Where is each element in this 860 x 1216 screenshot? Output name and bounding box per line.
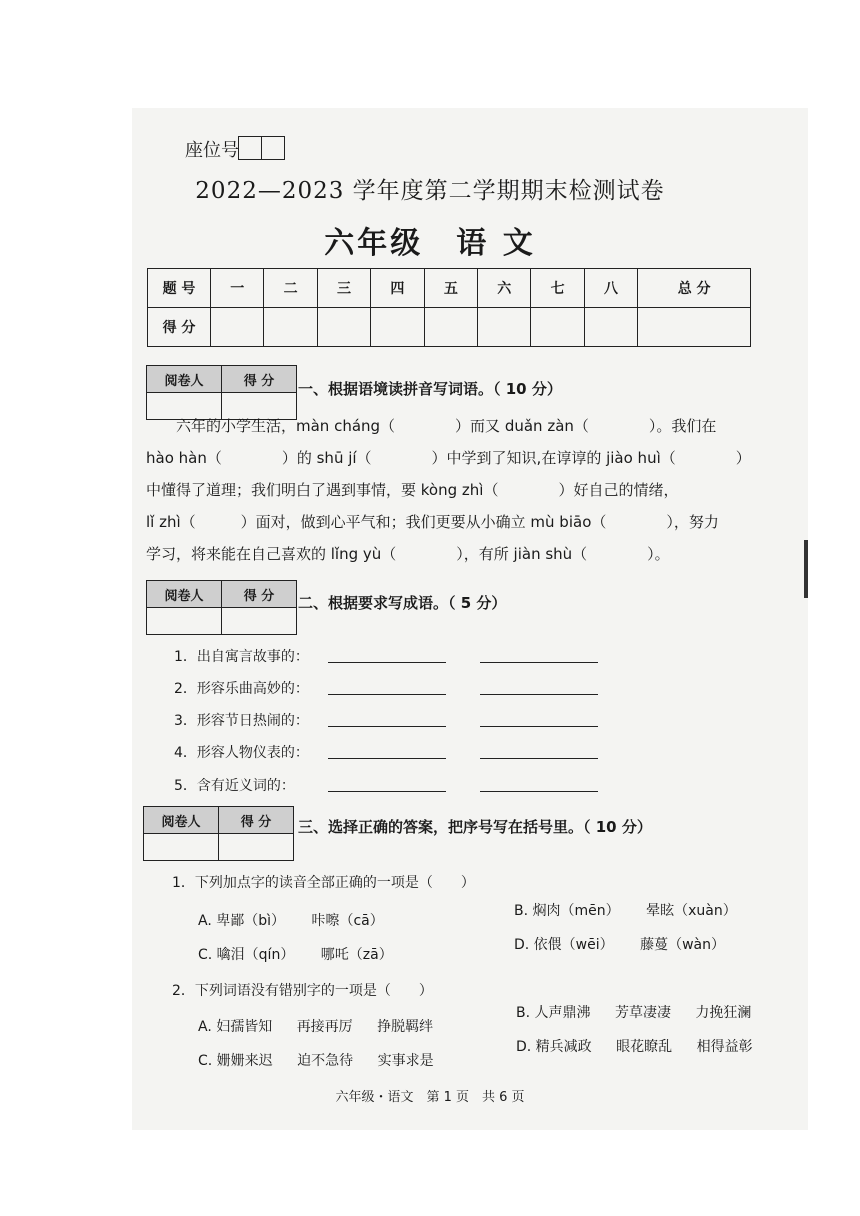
option-text: 力挽狂澜 <box>695 1005 752 1021</box>
idiom-item-1 <box>174 646 598 666</box>
section-1-line: 学习，将来能在自己喜欢的 lǐng yù（ ），有所 jiàn shù（ ）。 <box>146 545 670 563</box>
idiom-prompt: 3．形容节日热闹的： <box>174 713 309 729</box>
score-cell: 三 <box>317 269 370 308</box>
option-text: D. 精兵减政 <box>516 1039 592 1055</box>
score-input-cell[interactable] <box>317 308 370 347</box>
grader-label: 阅卷人 <box>147 366 222 393</box>
idiom-item-2 <box>174 678 598 698</box>
score-cell: 七 <box>531 269 584 308</box>
grader-cell[interactable] <box>147 608 222 635</box>
option-text: 咔嚓（cā） <box>311 913 384 929</box>
seat-number <box>185 136 285 162</box>
score-cell: 八 <box>584 269 637 308</box>
grader-cell[interactable] <box>144 834 219 861</box>
seat-box-2 <box>261 136 285 160</box>
score-cell: 一 <box>211 269 264 308</box>
answer-blank[interactable] <box>480 648 598 663</box>
option-text: 实事求是 <box>377 1053 434 1069</box>
idiom-item-4 <box>174 742 598 762</box>
idiom-prompt: 2．形容乐曲高妙的： <box>174 681 309 697</box>
idiom-item-5 <box>174 775 598 795</box>
score-input-cell[interactable] <box>584 308 637 347</box>
section-1-line: 中懂得了道理；我们明白了遇到事情，要 kòng zhì（ ）好自己的情绪， <box>146 481 679 499</box>
grader-score-label: 得 分 <box>222 366 297 393</box>
exam-title: 2022—2023 学年度第二学期期末检测试卷 <box>195 178 665 204</box>
answer-blank[interactable] <box>328 744 446 759</box>
option-text: C. 姗姗来迟 <box>198 1053 273 1069</box>
seat-box-1 <box>238 136 262 160</box>
section-1-title: 一、根据语境读拼音写词语。（ 10 分） <box>298 380 562 398</box>
section-3-title: 三、选择正确的答案，把序号写在括号里。（ 10 分） <box>298 818 652 836</box>
option-text: B. 焖肉（mēn） <box>514 903 620 919</box>
grader-label: 阅卷人 <box>144 807 219 834</box>
question-2-stem: 2．下列词语没有错别字的一项是（ ） <box>172 983 433 999</box>
idiom-prompt: 1．出自寓言故事的： <box>174 649 309 665</box>
idiom-item-3 <box>174 710 598 730</box>
answer-blank[interactable] <box>328 680 446 695</box>
grader-score-label: 得 分 <box>219 807 294 834</box>
grader-box-2 <box>146 580 297 635</box>
section-1-line: 六年的小学生活，màn cháng（ ）而又 duǎn zàn（ ）。我们在 <box>176 417 717 435</box>
score-input-cell[interactable] <box>531 308 584 347</box>
option-text: C. 噙泪（qín） <box>198 947 295 963</box>
grader-label: 阅卷人 <box>147 581 222 608</box>
option-text: 晕眩（xuàn） <box>646 903 737 919</box>
answer-blank[interactable] <box>480 777 598 792</box>
section-1-line: lǐ zhì（ ）面对，做到心平气和；我们更要从小确立 mù biāo（ ），努力 <box>146 513 719 531</box>
grader-score-label: 得 分 <box>222 581 297 608</box>
q1-option-a[interactable] <box>198 910 384 930</box>
option-text: 眼花瞭乱 <box>616 1039 673 1055</box>
binding-mark <box>804 540 808 598</box>
section-1-line: hào hàn（ ）的 shū jí（ ）中学到了知识,在谆谆的 jiào huì（ ） <box>146 449 751 467</box>
exam-subtitle: 六年级 语 文 <box>324 226 536 261</box>
option-text: 哪吒（zā） <box>320 947 393 963</box>
option-text: A. 卑鄙（bì） <box>198 913 286 929</box>
score-table-header-row <box>148 269 751 308</box>
option-text: B. 人声鼎沸 <box>516 1005 591 1021</box>
answer-blank[interactable] <box>480 712 598 727</box>
q2-option-c[interactable] <box>198 1050 434 1070</box>
q2-option-d[interactable] <box>516 1036 753 1056</box>
grader-box-3 <box>143 806 294 861</box>
q1-option-d[interactable] <box>514 934 725 954</box>
page-footer: 六年级・语文 第 1 页 共 6 页 <box>335 1090 525 1105</box>
q1-option-b[interactable] <box>514 900 737 920</box>
q2-option-a[interactable] <box>198 1016 433 1036</box>
score-input-cell[interactable] <box>638 308 751 347</box>
score-cell: 题 号 <box>148 269 211 308</box>
answer-blank[interactable] <box>328 777 446 792</box>
score-table-score-row <box>148 308 751 347</box>
option-text: 相得益彰 <box>696 1039 753 1055</box>
score-cell: 得 分 <box>148 308 211 347</box>
q1-option-c[interactable] <box>198 944 393 964</box>
score-cell: 二 <box>264 269 317 308</box>
score-input-cell[interactable] <box>371 308 424 347</box>
seat-label: 座位号 <box>185 140 239 161</box>
grader-cell[interactable] <box>219 834 294 861</box>
option-text: D. 依偎（wēi） <box>514 937 614 953</box>
score-input-cell[interactable] <box>424 308 477 347</box>
score-cell: 四 <box>371 269 424 308</box>
option-text: 藤蔓（wàn） <box>640 937 725 953</box>
score-cell: 总 分 <box>638 269 751 308</box>
answer-blank[interactable] <box>328 648 446 663</box>
answer-blank[interactable] <box>328 712 446 727</box>
option-text: 迫不急待 <box>297 1053 354 1069</box>
option-text: A. 妇孺皆知 <box>198 1019 273 1035</box>
option-text: 挣脱羁绊 <box>377 1019 434 1035</box>
score-input-cell[interactable] <box>211 308 264 347</box>
score-input-cell[interactable] <box>264 308 317 347</box>
section-2-title: 二、根据要求写成语。（ 5 分） <box>298 594 507 612</box>
option-text: 再接再厉 <box>296 1019 353 1035</box>
option-text: 芳草凄凄 <box>614 1005 671 1021</box>
idiom-prompt: 4．形容人物仪表的： <box>174 745 309 761</box>
score-cell: 五 <box>424 269 477 308</box>
idiom-prompt: 5．含有近义词的： <box>174 778 295 794</box>
answer-blank[interactable] <box>480 680 598 695</box>
score-input-cell[interactable] <box>478 308 531 347</box>
score-cell: 六 <box>478 269 531 308</box>
grader-cell[interactable] <box>222 608 297 635</box>
answer-blank[interactable] <box>480 744 598 759</box>
q2-option-b[interactable] <box>516 1002 751 1022</box>
score-table <box>147 268 751 347</box>
question-1-stem: 1．下列加点字的读音全部正确的一项是（ ） <box>172 875 475 891</box>
